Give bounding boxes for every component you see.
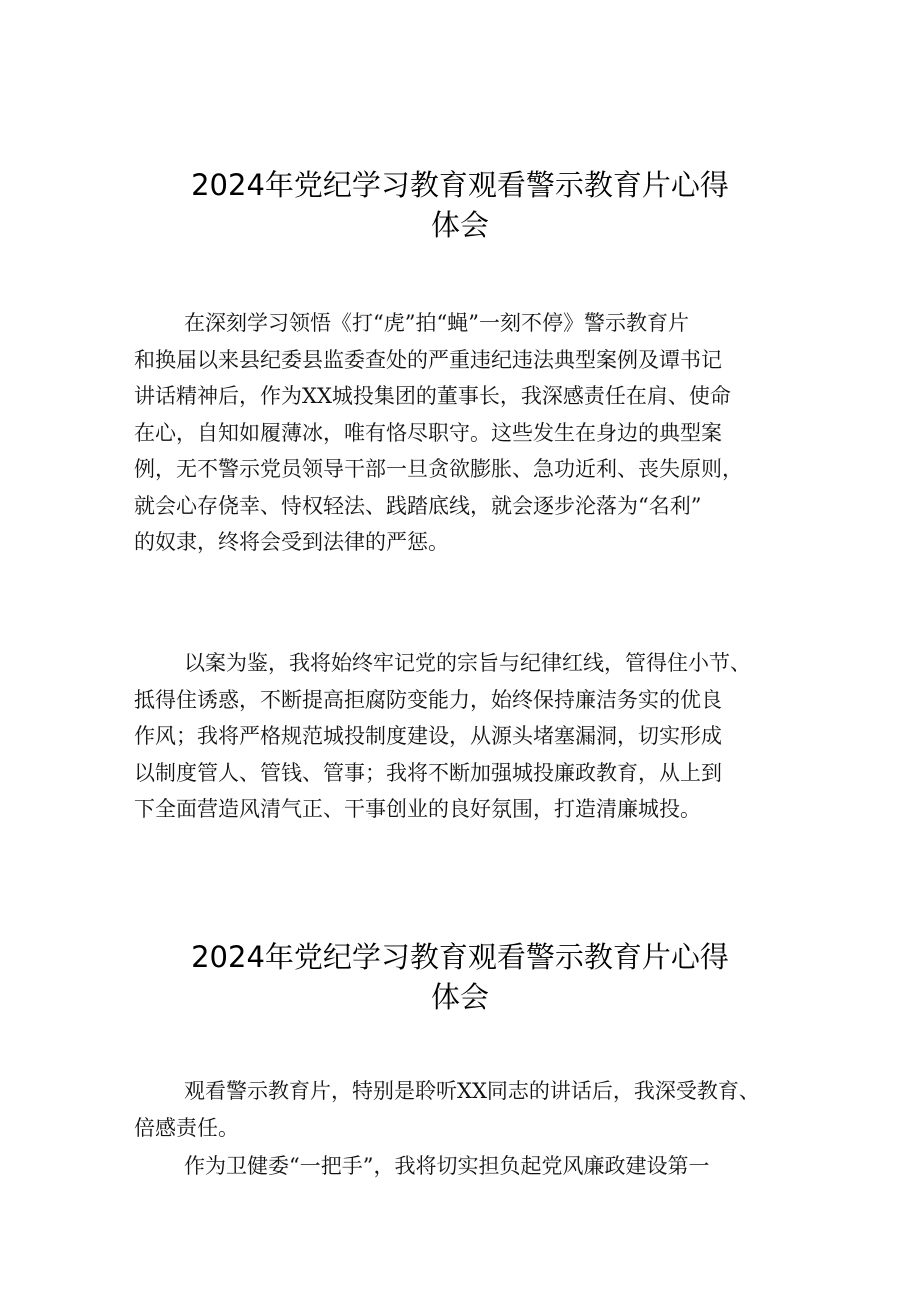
section2-title-line2: 体会	[430, 980, 489, 1014]
paragraph-line: 以案为鉴，我将始终牢记党的宗旨与纪律红线，管得住小节、	[184, 651, 751, 675]
paragraph-line: 例，无不警示党员领导干部一旦贪欲膨胀、急功近利、丧失原则，	[134, 457, 743, 481]
paragraph-line: 以制度管人、管钱、管事；我将不断加强城投廉政教育，从上到	[134, 760, 722, 785]
paragraph-line: 抵得住诱惑，不断提高拒腐防变能力，始终保持廉洁务实的优良	[134, 687, 722, 712]
section1-title-line2: 体会	[430, 208, 489, 242]
paragraph-line: 作为卫健委“一把手”，我将切实担负起党风廉政建设第一	[184, 1154, 710, 1178]
section2-title	[150, 937, 770, 1017]
section2-title-line1: 2024年党纪学习教育观看警示教育片心得	[191, 940, 729, 974]
section1-paragraph1	[134, 305, 794, 561]
paragraph-line: 在深刻学习领悟《打“虎”拍“蝇”一刻不停》警示教育片	[184, 311, 689, 335]
section1-paragraph2	[134, 645, 794, 828]
paragraph-line: 在心，自知如履薄冰，唯有恪尽职守。这些发生在身边的典型案	[134, 420, 722, 445]
section1-title-line1: 2024年党纪学习教育观看警示教育片心得	[191, 168, 729, 202]
paragraph-line: 观看警示教育片，特别是聆听XX同志的讲话后，我深受教育、	[184, 1079, 760, 1103]
section2-paragraph1	[134, 1073, 794, 1146]
paragraph-line: 下全面营造风清气正、干事创业的良好氛围，打造清廉城投。	[134, 797, 701, 821]
paragraph-line: 作风；我将严格规范城投制度建设，从源头堵塞漏洞，切实形成	[134, 724, 722, 748]
paragraph-line: 的奴隶，终将会受到法律的严惩。	[134, 530, 449, 554]
paragraph-line: 和换届以来县纪委县监委查处的严重违纪违法典型案例及谭书记	[134, 347, 722, 372]
paragraph-line: 讲话精神后，作为XX城投集团的董事长，我深感责任在肩、使命	[134, 384, 731, 408]
paragraph-line: 就会心存侥幸、恃权轻法、践踏底线，就会逐步沦落为“名利”	[134, 493, 702, 518]
paragraph-line: 倍感责任。	[134, 1115, 239, 1140]
section2-paragraph2	[134, 1148, 794, 1185]
section1-title	[150, 165, 770, 245]
